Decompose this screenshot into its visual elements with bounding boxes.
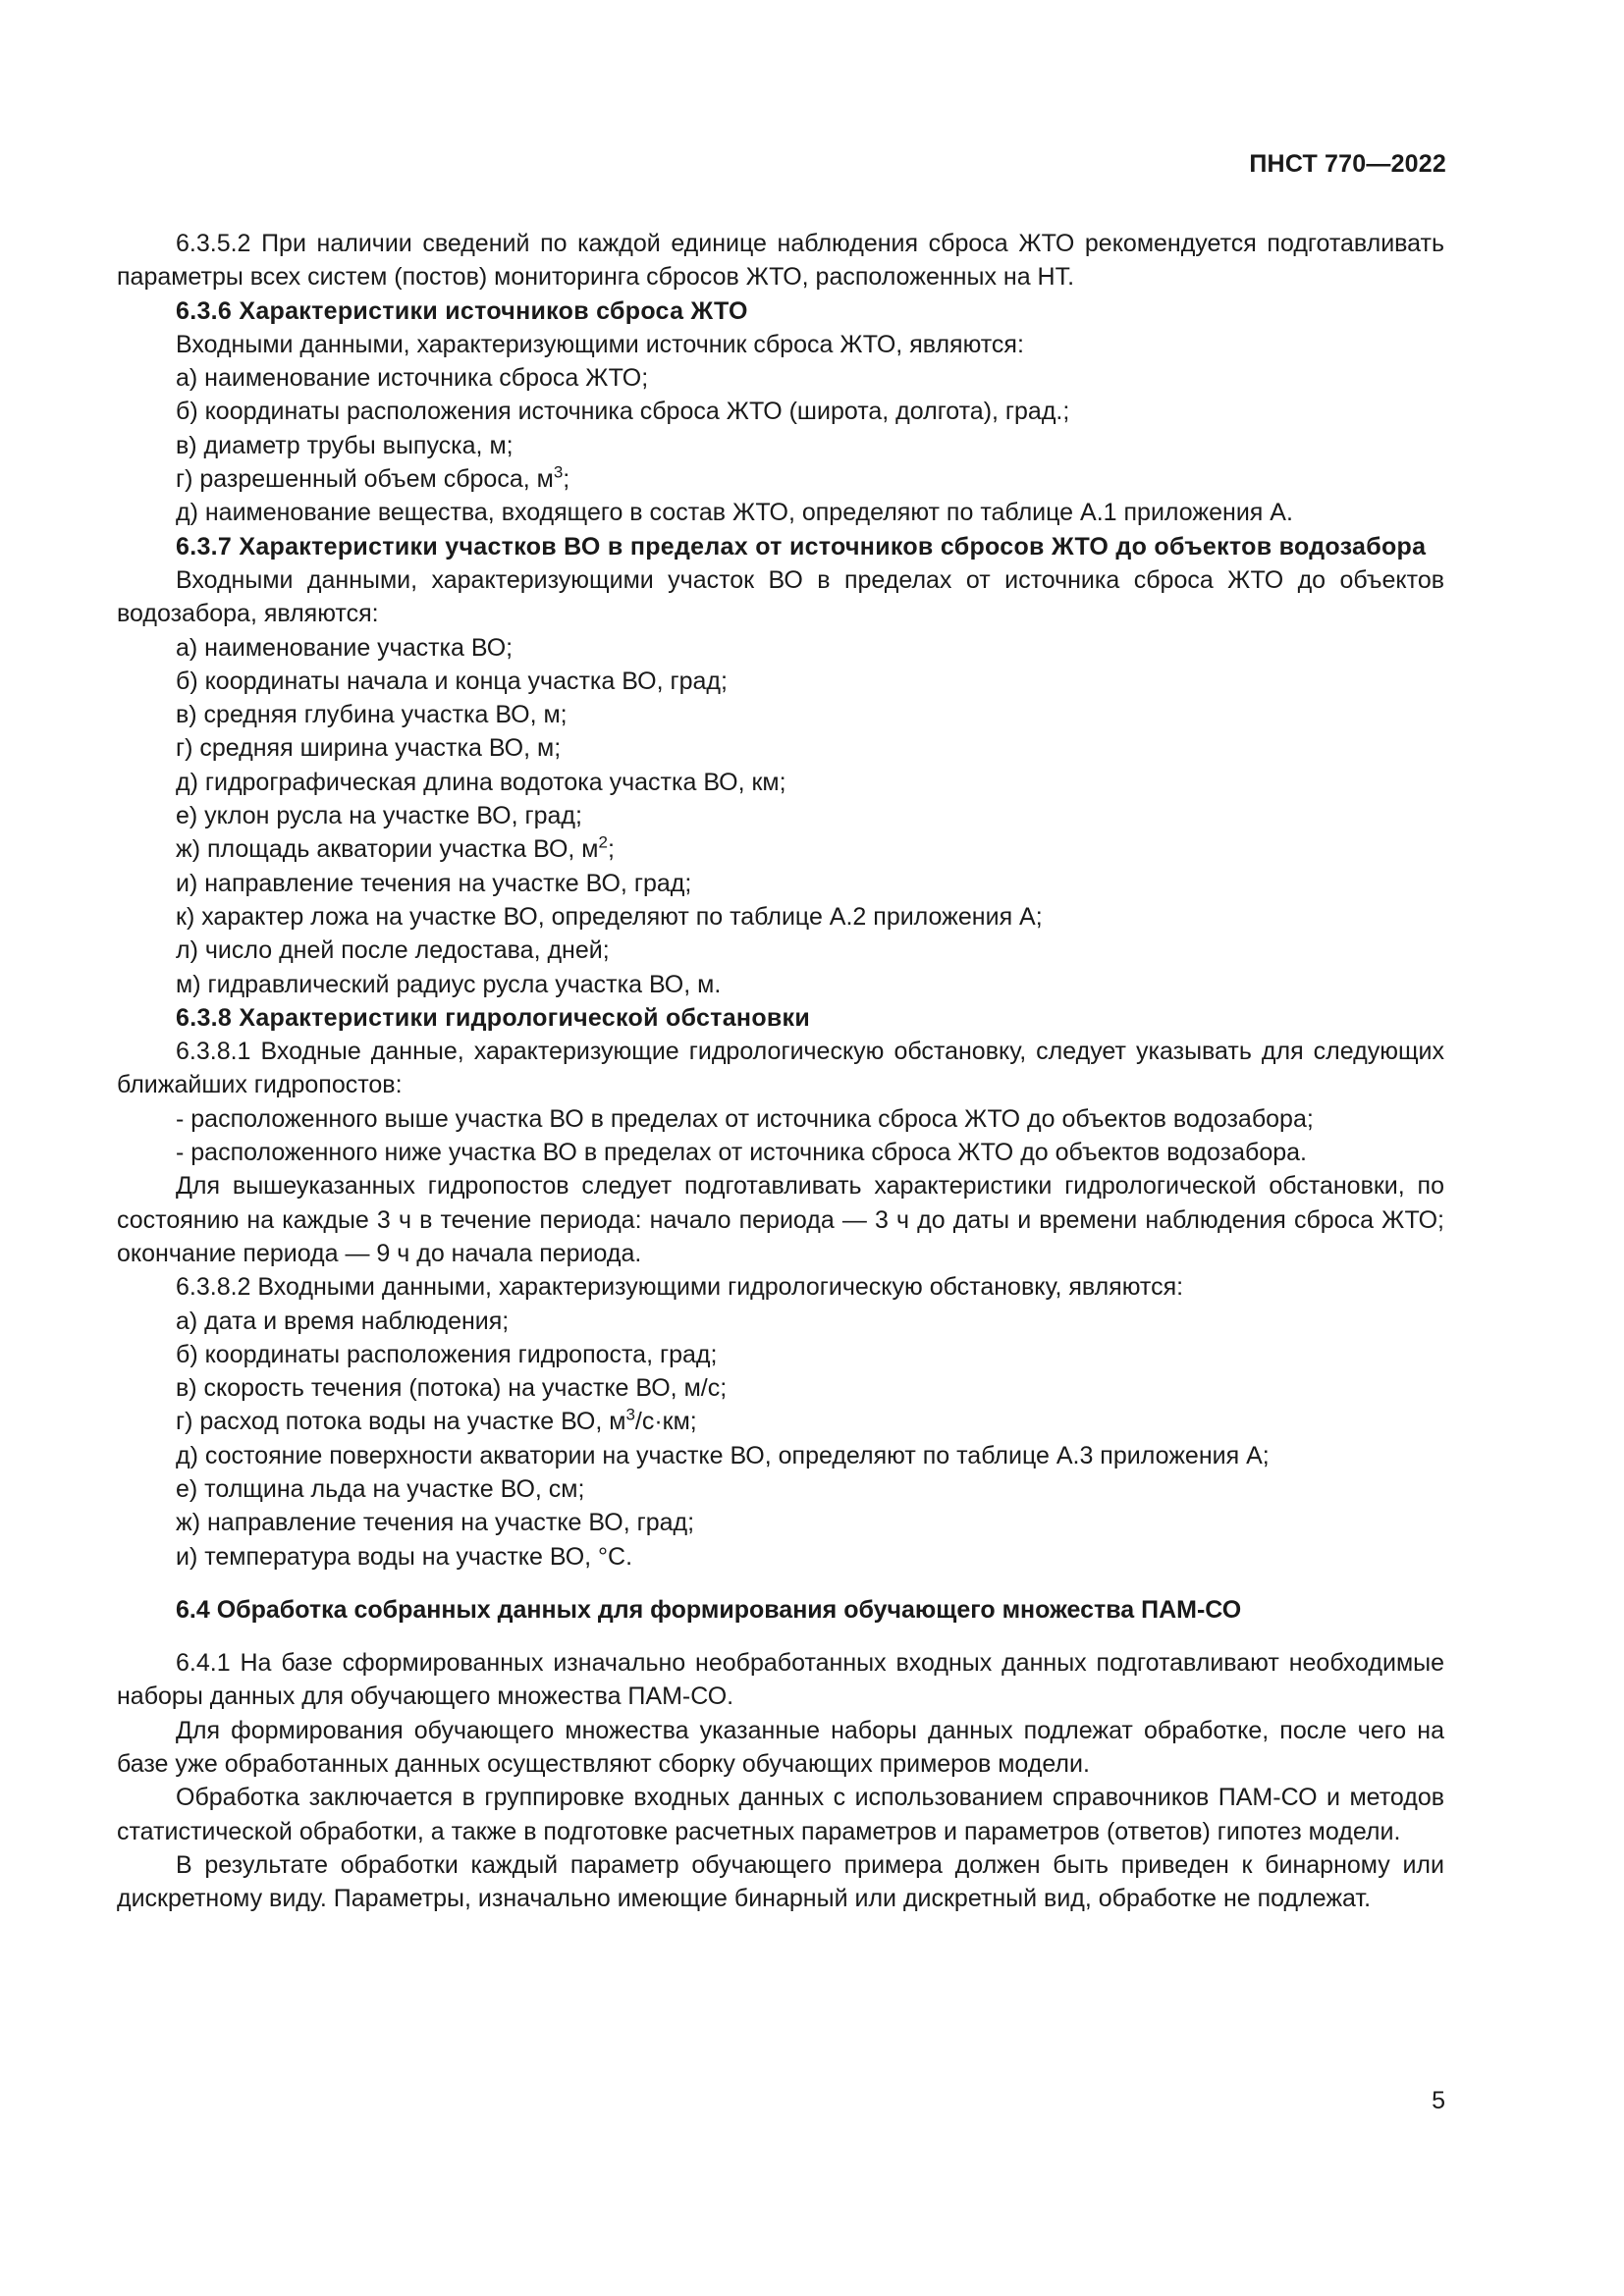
list-item: - расположенного ниже участка ВО в пределах от источника сброса ЖТО до объектов водозабора. (176, 1139, 1307, 1167)
superscript: 3 (553, 462, 564, 482)
list-item: д) гидрографическая длина водотока участка ВО, км; (176, 768, 786, 796)
list-item: м) гидравлический радиус русла участка ВО, м. (176, 970, 722, 998)
paragraph-6-3-8-2: 6.3.8.2 Входными данными, характеризующими гидрологическую обстановку, являются: (176, 1273, 1184, 1302)
list-item: а) дата и время наблюдения; (176, 1307, 510, 1335)
list-item: б) координаты начала и конца участка ВО, град; (176, 667, 728, 695)
list-item-text: ж) площадь акватории участка ВО, м (176, 835, 599, 864)
list-item: а) наименование источника сброса ЖТО; (176, 364, 649, 393)
list-item: б) координаты расположения гидропоста, град; (176, 1340, 718, 1368)
list-item-flow-rate (117, 1405, 1444, 1438)
paragraph-6-3-6-intro: Входными данными, характеризующими источник сброса ЖТО, являются: (176, 330, 1024, 358)
list-item: - расположенного выше участка ВО в пределах от источника сброса ЖТО до объектов водозабора; (176, 1104, 1314, 1133)
list-item: б) координаты расположения источника сброса ЖТО (широта, долгота), град.; (176, 398, 1070, 426)
document-code: ПНСТ 770—2022 (1249, 150, 1446, 178)
list-item: в) скорость течения (потока) на участке ВО, м/с; (176, 1374, 728, 1403)
heading-6-3-6: 6.3.6 Характеристики источников сброса ЖТО (176, 296, 748, 325)
list-item: а) наименование участка ВО; (176, 633, 514, 662)
paragraph-6-4-1-c: Обработка заключается в группировке входных данных с использованием справочников ПАМ-СО и методов статистической обработки, а также в подготовке расчетных параметров и параметров (ответов) гипотез модели. (117, 1784, 1444, 1845)
heading-6-3-8: 6.3.8 Характеристики гидрологической обстановки (176, 1003, 811, 1032)
list-item: и) направление течения на участке ВО, град; (176, 869, 692, 897)
paragraph-6-4-1-d: В результате обработки каждый параметр обучающего примера должен быть приведен к бинарному или дискретному виду. Параметры, изначально имеющие бинарный или дискретный вид, обработке не подлежат. (117, 1850, 1444, 1913)
list-item-area (117, 832, 1444, 866)
list-item: д) состояние поверхности акватории на участке ВО, определяют по таблице А.3 приложения А; (176, 1441, 1270, 1469)
list-item: л) число дней после ледостава, дней; (176, 936, 610, 965)
paragraph-6-3-8-1-period: Для вышеуказанных гидропостов следует подготавливать характеристики гидрологической обстановки, по состоянию на каждые 3 ч в течение периода: начало периода — 3 ч до даты и времени наблюдения сброса ЖТО; окончание периода — 9 ч до начала периода. (117, 1172, 1444, 1267)
heading-6-3-7: 6.3.7 Характеристики участков ВО в пределах от источников сбросов ЖТО до объектов водозабора (176, 532, 1427, 561)
list-item-end: ; (607, 835, 615, 864)
paragraph-6-3-7-intro: Входными данными, характеризующими участок ВО в пределах от источника сброса ЖТО до объектов водозабора, являются: (117, 565, 1444, 628)
paragraph-6-3-8-1: 6.3.8.1 Входные данные, характеризующие гидрологическую обстановку, следует указывать для следующих ближайших гидропостов: (117, 1038, 1444, 1099)
page-number: 5 (1432, 2087, 1445, 2114)
list-item: ж) направление течения на участке ВО, град; (176, 1509, 695, 1537)
superscript: 3 (625, 1406, 635, 1425)
document-body (117, 227, 1444, 1916)
list-item-text: г) расход потока воды на участке ВО, м (176, 1408, 626, 1436)
paragraph-6-4-1: 6.4.1 На базе сформированных изначально необработанных входных данных подготавливают необходимые наборы данных для обучающего множества ПАМ-СО. (117, 1649, 1444, 1711)
list-item: в) диаметр трубы выпуска, м; (176, 431, 514, 459)
heading-6-4: 6.4 Обработка собранных данных для формирования обучающего множества ПАМ-СО (176, 1595, 1242, 1624)
paragraph-6-4-1-b: Для формирования обучающего множества указанные наборы данных подлежат обработке, после чего на базе уже обработанных данных осуществляют сборку обучающих примеров модели. (117, 1716, 1444, 1779)
superscript: 2 (598, 833, 608, 853)
list-item: е) уклон русла на участке ВО, град; (176, 802, 582, 830)
paragraph-6-3-5-2: 6.3.5.2 При наличии сведений по каждой единице наблюдения сброса ЖТО рекомендуется подготавливать параметры всех систем (постов) мониторинга сбросов ЖТО, расположенных на НТ. (117, 230, 1444, 292)
list-item: к) характер ложа на участке ВО, определяют по таблице А.2 приложения А; (176, 902, 1043, 931)
list-item-end: /с·км; (634, 1408, 697, 1436)
list-item-end: ; (563, 465, 570, 494)
list-item: г) средняя ширина участка ВО, м; (176, 734, 562, 763)
list-item: и) температура воды на участке ВО, °С. (176, 1542, 633, 1571)
list-item: д) наименование вещества, входящего в состав ЖТО, определяют по таблице А.1 приложения А. (176, 499, 1293, 527)
list-item-text: г) разрешенный объем сброса, м (176, 465, 554, 494)
list-item-volume (117, 462, 1444, 496)
list-item: в) средняя глубина участка ВО, м; (176, 701, 568, 729)
list-item: е) толщина льда на участке ВО, см; (176, 1474, 585, 1503)
